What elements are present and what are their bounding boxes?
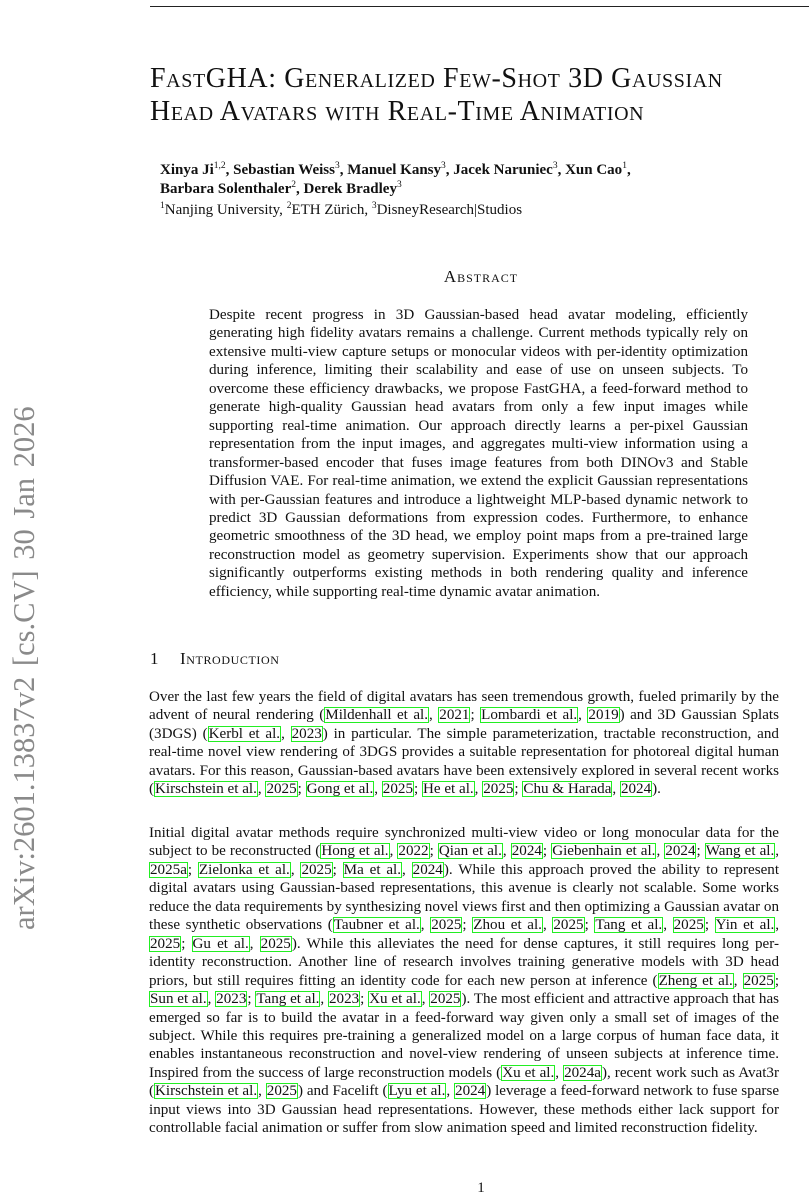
citation-year-link[interactable]: 2019 (588, 707, 619, 724)
citation-separator: , (374, 781, 382, 798)
section-heading (150, 649, 280, 669)
section-number: 1 (150, 649, 160, 668)
citation-link[interactable]: Zheng et al. (658, 972, 733, 989)
citation-year-link[interactable]: 2021 (439, 707, 470, 724)
citation-year-link[interactable]: 2024 (511, 843, 542, 860)
citation-year-link[interactable]: 2025 (260, 935, 291, 952)
affiliation: ETH Zürich, (291, 202, 372, 218)
citation-link[interactable]: Qian et al. (438, 843, 502, 860)
citation-link[interactable]: Kirschstein et al. (155, 781, 257, 798)
affil-mark: 2 (286, 201, 292, 211)
citation-year-link[interactable]: 2025 (430, 991, 461, 1008)
citation-link[interactable]: Chu & Harada (523, 781, 612, 798)
affil-mark: 3 (371, 201, 377, 211)
citation-year-link[interactable]: 2024 (665, 843, 696, 860)
title-line-1: FastGHA: Generalized Few-Shot 3D Gaussian (150, 63, 723, 94)
citation-year-link[interactable]: 2024 (620, 781, 652, 798)
citation-link[interactable]: Zielonka et al. (198, 861, 290, 878)
citation-link[interactable]: Mildenhall et al. (325, 707, 429, 724)
citation-link[interactable]: Xu et al. (502, 1064, 555, 1081)
author-affil-mark: 3 (441, 161, 446, 171)
citation-separator: ; (470, 707, 481, 724)
paper-title (150, 62, 809, 128)
citation-year-link[interactable]: 2022 (398, 843, 429, 860)
affiliation: Nanjing University, (164, 202, 287, 218)
intro-paragraph-1 (149, 688, 779, 799)
citation-year-link[interactable]: 2025 (483, 781, 514, 798)
citation-year-link[interactable]: 2025 (673, 917, 704, 934)
citation-separator: , (257, 781, 266, 798)
citation-link[interactable]: Lombardi et al. (481, 707, 578, 724)
author-affil-mark: 3 (396, 180, 402, 190)
affil-mark: 1 (160, 201, 165, 211)
affiliation: DisneyResearch|Studios (376, 202, 523, 218)
citation-year-link[interactable]: 2025a (150, 861, 187, 878)
author-line-1: Xinya Ji$^{1,2}$, Sebastian Weiss$^3$, Manuel Kansy$^3$, Jacek Naruniec$^3$, Xun Cao$^1$, (160, 161, 631, 178)
citation-year-link[interactable]: 2024a (564, 1064, 601, 1081)
author-name: Sebastian Weiss (233, 162, 335, 178)
citation-link[interactable]: Tang et al. (595, 917, 663, 934)
citation-year-link[interactable]: 2023 (216, 991, 247, 1008)
citation-separator: ; (297, 781, 306, 798)
citation-link[interactable]: Taubner et al. (333, 917, 420, 934)
author-name: Xinya Ji (160, 162, 214, 178)
citation-link[interactable]: Hong et al. (321, 843, 389, 860)
citation-separator: , (612, 781, 620, 798)
author-name: Derek Bradley (303, 181, 397, 197)
citation-year-link[interactable]: 2024 (455, 1083, 486, 1100)
citation-year-link[interactable]: 2025 (301, 861, 332, 878)
citation-year-link[interactable]: 2025 (266, 781, 297, 798)
citation-separator: ; (514, 781, 523, 798)
citation-year-link[interactable]: 2025 (382, 781, 413, 798)
citation-link[interactable]: Wang et al. (705, 843, 775, 860)
author-affil-mark: 3 (334, 161, 340, 171)
citation-link[interactable]: Giebenhain et al. (552, 843, 656, 860)
affiliations (160, 201, 522, 220)
arxiv-identifier: arXiv:2601.13837v2 [cs.CV] 30 Jan 2026 (7, 406, 41, 930)
citation-link[interactable]: Yin et al. (715, 917, 775, 934)
citation-link[interactable]: Ma et al. (343, 861, 402, 878)
author-affil-mark: 2 (291, 180, 296, 190)
citation-link[interactable]: Gong et al. (306, 781, 374, 798)
paragraph-text: ) and Facelift ( (297, 1083, 388, 1100)
citation-year-link[interactable]: 2025 (743, 972, 774, 989)
abstract-text: Despite recent progress in 3D Gaussian-based head avatar modeling, efficiently generating high fidelity avatars remains a challenge. Current methods typically rely on extensive multi-view capture setups or monocular videos with per-identity optimization during inference, limiting their scalability and ease of use on unseen subjects. To overcome these efficiency drawbacks, we propose FastGHA, a feed-forward method to generate high-quality Gaussian head avatars from only a few input images while supporting real-time animation. Our approach directly learns a per-pixel Gaussian representation from the input images, and aggregates multi-view information using a transformer-based encoder that fuses image features from both DINOv3 and Stable Diffusion VAE. For real-time animation, we extend the explicit Gaussian representations with per-Gaussian features and introduce a lightweight MLP-based dynamic network to predict 3D Gaussian deformations from expression codes. Furthermore, to enhance geometric smoothness of the 3D head, we employ point maps from a pre-trained large reconstruction model as geometry supervision. Experiments show that our approach significantly outperforms existing methods in both rendering quality and inference efficiency, while supporting real-time dynamic avatar animation. (209, 307, 748, 600)
paragraph-text: ) in particular. The simple parameterization, tractable reconstruction, and real-time novel view rendering of 3DGS provides a suitable representation for photoreal digital human avatars. For this reason, Gaussian-based avatars have been extensively explored in several recent works ( (149, 725, 779, 798)
citation-link[interactable]: Lyu et al. (388, 1083, 446, 1100)
abstract-heading: Abstract (443, 267, 519, 286)
author-affil-mark: 1,2 (213, 161, 226, 171)
citation-link[interactable]: Kirschstein et al. (155, 1083, 258, 1100)
page-number: 1 (477, 1180, 485, 1196)
paragraph-text: ). (652, 781, 661, 798)
author-name: Manuel Kansy (347, 162, 441, 178)
paragraph-text: ). While this alleviates the need for dense captures, it still requires long per-identity reconstruction. Another line of research involves training generative models with 3D head priors, but still requires fitting an identity code for each new person at inference ( (149, 935, 779, 989)
top-rule (150, 6, 809, 7)
citation-year-link[interactable]: 2024 (412, 861, 443, 878)
author-list (160, 161, 760, 199)
citation-year-link[interactable]: 2023 (291, 725, 322, 742)
citation-year-link[interactable]: 2023 (328, 991, 360, 1008)
paragraph-text: Over the last few years the field of digital avatars has seen tremendous growth, fueled primarily by the advent of neural rendering ( (149, 689, 779, 724)
paragraph-text: ) leverage a feed-forward network to fuse sparse input views into 3D Gaussian head representations. However, these methods either lack support for controllable facial animation or suffer from slow animation speed and limited reconstruction fidelity. (149, 1083, 780, 1137)
paragraph-text: ) and 3D Gaussian Splats (3DGS) ( (149, 707, 780, 742)
citation-year-link[interactable]: 2025 (150, 935, 181, 952)
title-line-2: Head Avatars with Real-Time Animation (150, 96, 645, 127)
author-name: Barbara Solenthaler (160, 181, 292, 197)
citation-year-link[interactable]: 2025 (266, 1083, 297, 1100)
citation-separator: ; (413, 781, 422, 798)
citation-separator: , (281, 725, 291, 742)
paragraph-text: Initial digital avatar methods require synchronized multi-view video or long monocular data for the subject to be reconstructed ( (149, 825, 779, 860)
paragraph-text: ). While this approach proved the ability to represent digital avatars using Gaussian-based representations, this avenue is clearly not scalable. Some works reduce the data requirements by synthesizing novel views first and then optimizing a Gaussian avatar on these synthetic observations ( (149, 861, 780, 934)
citation-link[interactable]: Gu et al. (192, 935, 249, 952)
paragraph-text: ). The most efficient and attractive approach that has emerged so far is to build the avatar in a feed-forward way given only a small set of images of the subject. While this requires pre-training a generalized model on a large corpus of human face data, it enables instantaneous reconstruction and novel-view rendering of unseen subjects at inference time. Inspired from the success of large reconstruction models ( (149, 991, 780, 1081)
author-affil-mark: 1 (622, 161, 627, 171)
intro-paragraph-2: Initial digital avatar methods require synchronized multi-view video or long monocular data for the subject to be reconstructed (Hong et al., 2022; Qian et al., 2024; Giebenhain et al., 2024; Wang et al., 2025a; Zielonka et al., 2025; Ma et al., 2024). While this approach proved the ability to represent digital avatars using Gaussian-based representations, this avenue is clearly not scalable. Some works reduce the data requirements by synthesizing novel views first and then optimizing a Gaussian avatar on these synthetic observations (Taubner et al., 2025; Zhou et al., 2025; Tang et al., 2025; Yin et al., 2025; Gu et al., 2025). While this alleviates the need for dense captures, it still requires long per-identity reconstruction. Another line of research involves training generative models with 3D head priors, but still requires fitting an identity code for each new person at inference (Zheng et al., 2025; Sun et al., 2023; Tang et al., 2023; Xu et al., 2025). The most efficient and attractive approach that has emerged so far is to build the avatar in a feed-forward way given only a small set of images of the subject. While this requires pre-training a generalized model on a large corpus of human face data, it enables instantaneous reconstruction and novel-view rendering of unseen subjects at inference time. Inspired from the success of large reconstruction models (Xu et al., 2024a), recent work such as Avat3r (Kirschstein et al., 2025) and Facelift (Lyu et al., 2024) leverage a feed-forward network to fuse sparse input views into 3D Gaussian head representations. However, these methods either lack support for controllable facial animation or suffer from slow animation speed and limited reconstruction fidelity. (149, 825, 780, 1137)
author-name: Xun Cao (565, 162, 623, 178)
citation-separator: , (578, 707, 588, 724)
citation-year-link[interactable]: 2025 (431, 917, 462, 934)
citation-link[interactable]: Sun et al. (150, 991, 207, 1008)
citation-separator: , (474, 781, 483, 798)
citation-link[interactable]: Tang et al. (256, 991, 320, 1008)
citation-link[interactable]: He et al. (422, 781, 474, 798)
paragraph-text: ), recent work such as Avat3r ( (149, 1064, 779, 1100)
citation-link[interactable]: Kerbl et al. (208, 725, 281, 742)
citation-year-link[interactable]: 2025 (553, 917, 584, 934)
citation-link[interactable]: Xu et al. (369, 991, 421, 1008)
author-affil-mark: 3 (552, 161, 558, 171)
author-line-2: Barbara Solenthaler$^2$, Derek Bradley$^3$ (160, 180, 402, 197)
author-name: Jacek Naruniec (453, 162, 553, 178)
citation-separator: , (429, 707, 439, 724)
section-title: Introduction (180, 649, 280, 668)
citation-link[interactable]: Zhou et al. (473, 917, 542, 934)
